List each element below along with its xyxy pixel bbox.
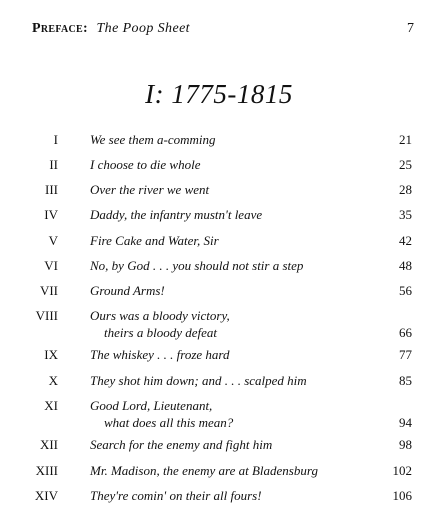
chapter-page-number: 66	[399, 325, 412, 340]
chapter-number: III	[45, 182, 58, 197]
chapter-number: XI	[44, 398, 58, 413]
chapter-title-line: I choose to die whole	[90, 157, 201, 172]
chapter-title-line: Mr. Madison, the enemy are at Bladensburg	[90, 463, 318, 478]
chapter-page-number: 35	[399, 207, 412, 222]
chapter-page-number: 102	[392, 463, 412, 478]
chapter-number: IV	[44, 207, 58, 222]
chapter-title	[90, 206, 370, 223]
chapter-title	[90, 307, 370, 341]
chapter-title	[90, 436, 370, 453]
chapter-title-line: Daddy, the infantry mustn't leave	[90, 207, 263, 222]
chapter-page-number: 48	[399, 258, 412, 273]
chapter-title	[90, 181, 370, 198]
preface-title: The Poop Sheet	[96, 21, 190, 36]
chapter-number: IX	[44, 347, 58, 362]
chapter-title-continuation: theirs a bloody defeat	[104, 325, 218, 340]
chapter-title	[90, 372, 370, 389]
chapter-title	[90, 346, 370, 363]
chapter-number: V	[48, 233, 58, 248]
chapter-title-line: Over the river we went	[90, 182, 210, 197]
chapter-page-number: 21	[399, 132, 412, 147]
chapter-number: XIII	[35, 463, 58, 478]
chapter-page-number: 77	[399, 347, 412, 362]
chapter-page-number: 94	[399, 415, 412, 430]
chapter-number: VI	[44, 258, 58, 273]
chapter-title	[90, 232, 370, 249]
chapter-title-line: They're comin' on their all fours!	[90, 488, 262, 503]
chapter-title	[90, 462, 370, 479]
chapter-title-line: We see them a-comming	[90, 132, 216, 147]
chapter-title	[90, 487, 370, 504]
chapter-page-number: 98	[399, 437, 412, 452]
chapter-title-line: No, by God . . . you should not stir a step	[90, 258, 304, 273]
preface-page-number: 7	[407, 21, 414, 36]
chapter-number: VII	[39, 283, 58, 298]
chapter-page-number: 28	[399, 182, 412, 197]
chapter-number: X	[48, 373, 58, 388]
preface-label: Preface:	[32, 21, 88, 36]
chapter-title-line: The whiskey . . . froze hard	[90, 347, 230, 362]
chapter-title	[90, 257, 370, 274]
chapter-number: I	[53, 132, 58, 147]
chapter-page-number: 106	[392, 488, 412, 503]
chapter-title-line: They shot him down; and . . . scalped him	[90, 373, 307, 388]
chapter-number: XII	[39, 437, 58, 452]
chapter-number: VIII	[35, 308, 58, 323]
preface-line	[32, 19, 414, 39]
chapter-title	[90, 131, 370, 148]
chapter-title-line: Fire Cake and Water, Sir	[90, 233, 219, 248]
chapter-number: II	[49, 157, 58, 172]
chapter-page-number: 25	[399, 157, 412, 172]
chapter-title-line: Search for the enemy and fight him	[90, 437, 273, 452]
chapter-title	[90, 156, 370, 173]
chapter-title-line: Good Lord, Lieutenant,	[90, 398, 213, 413]
chapter-page-number: 56	[399, 283, 412, 298]
chapter-title-line: Ground Arms!	[90, 283, 165, 298]
chapter-page-number: 42	[399, 233, 412, 248]
chapter-title	[90, 397, 370, 431]
chapter-title-line: Ours was a bloody victory,	[90, 308, 230, 323]
chapter-title	[90, 282, 370, 299]
chapter-number: XIV	[34, 488, 58, 503]
chapter-page-number: 85	[399, 373, 412, 388]
chapter-title-continuation: what does all this mean?	[104, 415, 234, 430]
part-heading: I: 1775-1815	[145, 79, 293, 109]
